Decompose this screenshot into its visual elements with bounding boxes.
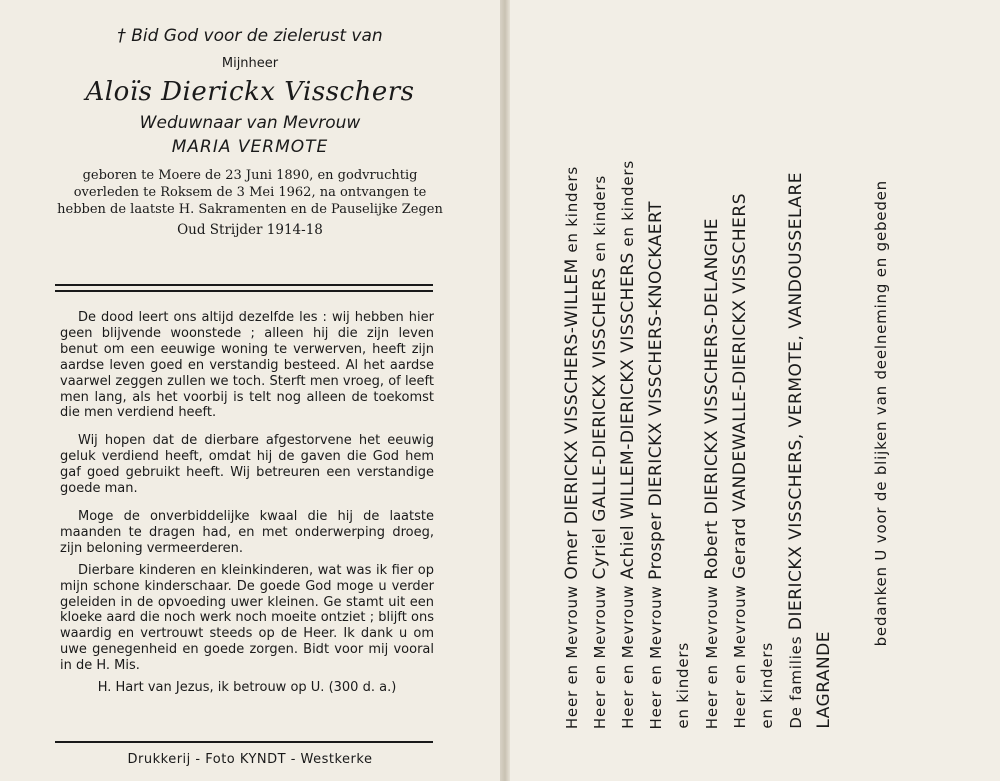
line-prefix: Heer en Mevrouw (563, 584, 581, 729)
family-line-7 (730, 193, 750, 729)
family-line-1 (562, 166, 582, 729)
prayer-line: † Bid God voor de zielerust van (117, 26, 383, 46)
line-names: Achiel WILLEM-DIERICKX VISSCHERS (618, 252, 638, 580)
line-prefix: Heer en Mevrouw (703, 584, 721, 729)
paragraph-1: De dood leert ons altijd dezelfde les : wij hebben hier geen blijvende woonstede ; alleen hij die zijn leven benut om een eeuwige woning te verwerven, heeft zijn aardse leven goed en verstandig besteed. Al het aardse vaarwel zeggen zullen we toch. Sterft men vroeg, of leeft men lang, als het voorbij is telt nog alleen de toekomst die men verdiend heeft. (60, 310, 434, 421)
line-names: DIERICKX VISSCHERS, VERMOTE, VANDOUSSELARE (786, 172, 806, 631)
family-line-3 (618, 160, 638, 729)
deceased-name: Aloïs Dierickx Visschers (85, 77, 415, 107)
card-fold (500, 0, 510, 781)
line-prefix: Heer en Mevrouw (731, 584, 749, 729)
footer-divider (55, 741, 433, 743)
paragraph-3: Moge de onverbiddelijke kwaal die hij de laatste maanden te dragen had, en met onderwerping droeg, zijn beloning vermeerderen. (60, 508, 434, 556)
wife-name: MARIA VERMOTE (171, 137, 329, 157)
line-prefix: Heer en Mevrouw (647, 584, 665, 729)
line-suffix: en kinders (563, 165, 581, 253)
line-prefix: en kinders (674, 642, 692, 729)
family-line-6 (702, 218, 722, 729)
birth-death-text: geboren te Moere de 23 Juni 1890, en godvruchtig overleden te Roksem de 3 Mei 1962, na ontvangen te hebben de laatste H. Sakramenten en de Pauselijke Zegen (57, 168, 443, 217)
line-names: Robert DIERICKX VISSCHERS-DELANGHE (702, 217, 722, 580)
meditation-text (60, 310, 434, 708)
veteran-line: Oud Strijder 1914-18 (177, 222, 323, 238)
line-prefix: Heer en Mevrouw (591, 584, 609, 729)
paragraph-4: Dierbare kinderen en kleinkinderen, wat was ik fier op mijn schone kinderschaar. De goede God moge u verder geleiden in de opvoeding uwer kleinen. Ge stamt uit een kloeke aard die noch werk noch moeite ontziet ; blijft ons waardig en vertrouwt steeds op de Heer. Ik dank u om uwe genegenheid en goede zorgen. Bidt voor mij vooral in de H. Mis. (60, 562, 434, 674)
divider-line-bottom (55, 290, 433, 292)
line-suffix: en kinders (619, 160, 637, 247)
line-suffix: en kinders (591, 174, 609, 262)
line-names: LAGRANDE (814, 631, 834, 729)
paragraph-2: Wij hopen dat de dierbare afgestorvene het eeuwig geluk verdiend heeft, omdat hij de gaven die God hem gaf goed gebruikt heeft. Wij betreuren een verstandige goede man. (60, 433, 434, 497)
line-prefix: bedanken U voor de blijken van deelneming en gebeden (872, 179, 890, 646)
family-line-5 (674, 642, 692, 729)
family-line-2 (590, 175, 610, 729)
line-prefix: Heer en Mevrouw (619, 584, 637, 729)
line-prefix: De families (787, 636, 805, 729)
printer-credit: Drukkerij - Foto KYNDT - Westkerke (127, 752, 373, 767)
title-line: Mijnheer (221, 56, 279, 71)
line-names: Omer DIERICKX VISSCHERS-WILLEM (562, 258, 582, 580)
line-names: Cyriel GALLE-DIERICKX VISSCHERS (590, 267, 610, 580)
header-block (0, 26, 500, 238)
line-names: Prosper DIERICKX VISSCHERS-KNOCKAERT (646, 200, 666, 580)
family-line-4 (646, 201, 666, 729)
divider-line-top (55, 284, 433, 286)
line-names: Gerard VANDEWALLE-DIERICKX VISSCHERS (730, 193, 750, 580)
closing-prayer: H. Hart van Jezus, ik betrouw op U. (300 d. a.) (97, 680, 397, 696)
family-line-8 (758, 642, 776, 729)
widower-line: Weduwnaar van Mevrouw (139, 113, 361, 133)
thanks-line (872, 180, 890, 646)
family-line-10 (814, 631, 834, 729)
family-line-9 (786, 172, 806, 729)
right-panel (510, 0, 1000, 781)
line-prefix: en kinders (758, 642, 776, 729)
